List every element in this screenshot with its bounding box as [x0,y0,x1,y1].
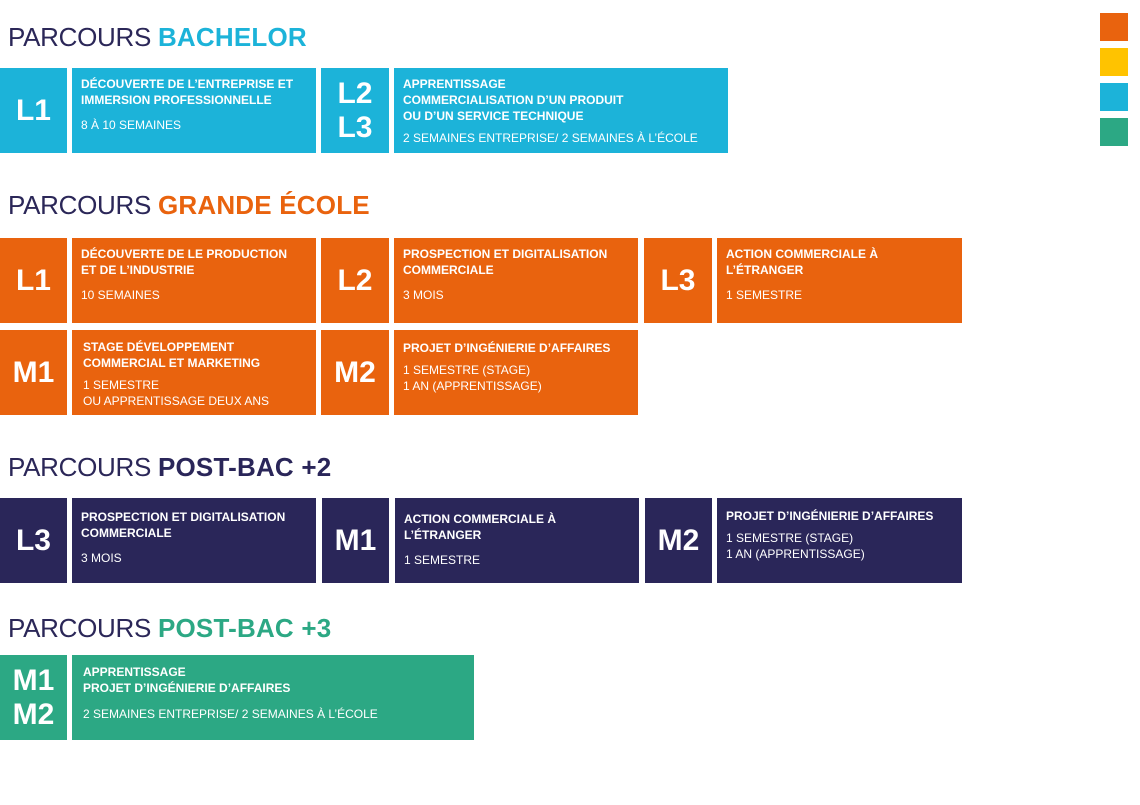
year-code: L1 [15,93,51,127]
section-title-highlight: POST-BAC +2 [157,452,332,482]
block-title: DÉCOUVERTE DE LE PRODUCTION ET DE L’INDUSTRIE [81,247,288,277]
post-bac-2-code-box [645,498,712,583]
block-duration: 3 MOIS [81,551,122,565]
block-duration: 2 SEMAINES ENTREPRISE/ 2 SEMAINES À L’ÉCOLE [403,131,698,145]
post-bac-3-code-box [0,655,67,740]
legend-square-cyan [1100,83,1128,111]
grande-ecole-code-box [321,330,389,415]
block-title: PROSPECTION ET DIGITALISATION COMMERCIALE [403,247,608,277]
year-code: M1 [12,355,55,389]
year-code: L3 [15,523,51,557]
block-title: PROJET D’INGÉNIERIE D’AFFAIRES [403,341,611,355]
post-bac-2-info-box [717,498,962,583]
block-duration: 1 SEMESTRE (STAGE) 1 AN (APPRENTISSAGE) [403,363,542,393]
block-title: PROSPECTION ET DIGITALISATION COMMERCIALE [81,510,286,540]
block-title: STAGE DÉVELOPPEMENT COMMERCIAL ET MARKETING [83,340,261,370]
grande-ecole-info-box [72,330,316,415]
block-duration: 1 SEMESTRE (STAGE) 1 AN (APPRENTISSAGE) [726,531,865,561]
section-title-prefix: PARCOURS [8,452,158,482]
legend-square-orange [1100,13,1128,41]
block-duration: 1 SEMESTRE OU APPRENTISSAGE DEUX ANS [83,378,270,408]
year-code: M2 [657,523,700,557]
block-duration: 2 SEMAINES ENTREPRISE/ 2 SEMAINES À L’ÉCOLE [83,707,378,721]
block-title: PROJET D’INGÉNIERIE D’AFFAIRES [726,509,934,523]
section-title-grande-ecole [8,190,370,220]
legend-square-green [1100,118,1128,146]
bachelor-info-box [72,68,316,153]
legend-square-yellow [1100,48,1128,76]
year-code: L3 [660,263,696,297]
block-duration: 10 SEMAINES [81,288,160,302]
section-title-post-bac-3 [8,613,331,643]
section-title-highlight: POST-BAC +3 [157,613,332,643]
section-title-highlight: GRANDE ÉCOLE [157,190,370,220]
block-title: APPRENTISSAGE COMMERCIALISATION D’UN PRODUIT OU D’UN SERVICE TECHNIQUE [403,77,624,123]
block-title: APPRENTISSAGE PROJET D’INGÉNIERIE D’AFFAIRES [83,665,291,695]
year-code: L3 [337,110,373,144]
post-bac-3-info-box [72,655,474,740]
block-duration: 8 À 10 SEMAINES [81,118,182,132]
block-duration: 3 MOIS [403,288,444,302]
grande-ecole-code-box [321,238,389,323]
post-bac-2-info-box [395,498,639,583]
grande-ecole-code-box [0,238,67,323]
bachelor-code-box [0,68,67,153]
grande-ecole-info-box [72,238,316,323]
section-title-bachelor [8,22,307,52]
bachelor-code-box [321,68,389,153]
section-title-highlight: BACHELOR [157,22,307,52]
year-code: M1 [334,523,377,557]
post-bac-2-code-box [0,498,67,583]
year-code: L1 [15,263,51,297]
bachelor-info-box [394,68,728,153]
block-duration: 1 SEMESTRE [726,288,803,302]
section-title-post-bac-2 [8,452,331,482]
year-code: L2 [337,263,373,297]
year-code: M2 [334,355,376,389]
year-code: M1 [12,663,55,697]
block-title: ACTION COMMERCIALE À L’ÉTRANGER [726,247,878,277]
year-code: L2 [337,76,373,110]
grande-ecole-code-box [0,330,67,415]
grande-ecole-info-box [717,238,962,323]
year-code: M2 [12,697,55,731]
block-title: DÉCOUVERTE DE L’ENTREPRISE ET IMMERSION PROFESSIONNELLE [81,77,294,107]
grande-ecole-code-box [644,238,712,323]
grande-ecole-info-box [394,330,638,415]
section-title-prefix: PARCOURS [8,190,158,220]
block-title: ACTION COMMERCIALE À L’ÉTRANGER [404,512,556,542]
grande-ecole-info-box [394,238,638,323]
post-bac-2-code-box [322,498,389,583]
post-bac-2-info-box [72,498,316,583]
section-title-prefix: PARCOURS [8,613,158,643]
block-duration: 1 SEMESTRE [404,553,481,567]
section-title-prefix: PARCOURS [8,22,158,52]
